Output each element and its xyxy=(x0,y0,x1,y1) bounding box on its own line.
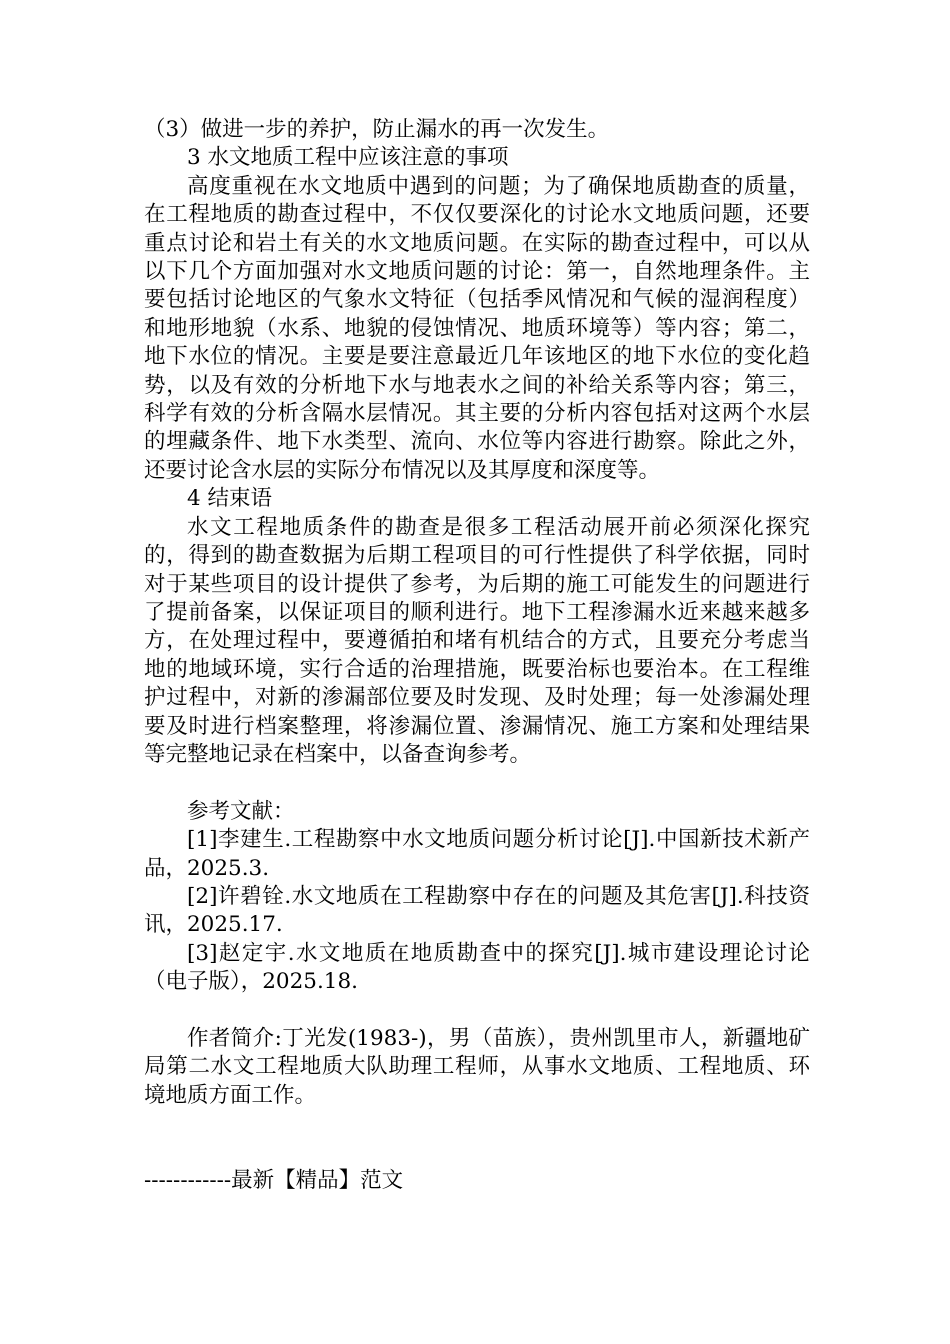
reference-item-2: [2]许碧铨.水文地质在工程勘察中存在的问题及其危害[J].科技资讯，2025.17. xyxy=(144,883,810,938)
spacer xyxy=(144,769,810,797)
spacer xyxy=(144,1110,810,1138)
reference-item-3: [3]赵定宇.水文地质在地质勘查中的探究[J].城市建设理论讨论（电子版），2025.18. xyxy=(144,940,810,995)
document-page xyxy=(144,116,810,1195)
spacer xyxy=(144,997,810,1025)
author-bio: 作者简介:丁光发(1983-)，男（苗族），贵州凯里市人，新疆地矿局第二水文工程地质大队助理工程师，从事水文地质、工程地质、环境地质方面工作。 xyxy=(144,1025,810,1108)
section-heading-3: 3 水文地质工程中应该注意的事项 xyxy=(187,145,509,171)
references-title: 参考文献： xyxy=(187,798,295,824)
reference-item-1: [1]李建生.工程勘察中水文地质问题分析讨论[J].中国新技术新产品，2025.3. xyxy=(144,827,810,881)
paragraph-conclusion: 水文工程地质条件的勘查是很多工程活动展开前必须深化探究的，得到的勘查数据为后期工程项目的可行性提供了科学依据，同时对于某些项目的设计提供了参考，为后期的施工可能发生的问题进行了提前备案，以保证项目的顺利进行。地下工程渗漏水近来越来越多方，在处理过程中，要遵循拍和堵有机结合的方式，且要充分考虑当地的地域环境，实行合适的治理措施，既要治标也要治本。在工程维护过程中，对新的渗漏部位要及时发现、及时处理；每一处渗漏处理要及时进行档案整理，将渗漏位置、渗漏情况、施工方案和处理结果等完整地记录在档案中，以备查询参考。 xyxy=(144,514,810,767)
spacer xyxy=(144,1139,810,1167)
paragraph-maintenance-step: （3）做进一步的养护，防止漏水的再一次发生。 xyxy=(144,117,610,142)
paragraph-section-3: 高度重视在水文地质中遇到的问题；为了确保地质勘查的质量，在工程地质的勘查过程中，不仅仅要深化的讨论水文地质问题，还要重点讨论和岩土有关的水文地质问题。在实际的勘查过程中，可以从以下几个方面加强对水文地质问题的讨论：第一，自然地理条件。主要包括讨论地区的气象水文特征（包括季风情况和气候的湿润程度）和地形地貌（水系、地貌的侵蚀情况、地质环境等）等内容；第二，地下水位的情况。主要是要注意最近几年该地区的地下水位的变化趋势，以及有效的分析地下水与地表水之间的补给关系等内容；第三，科学有效的分析含隔水层情况。其主要的分析内容包括对这两个水层的埋藏条件、地下水类型、流向、水位等内容进行勘察。除此之外，还要讨论含水层的实际分布情况以及其厚度和深度等。 xyxy=(144,173,810,483)
section-heading-4: 4 结束语 xyxy=(187,486,273,512)
footer-tagline: ------------最新【精品】范文 xyxy=(144,1167,404,1193)
